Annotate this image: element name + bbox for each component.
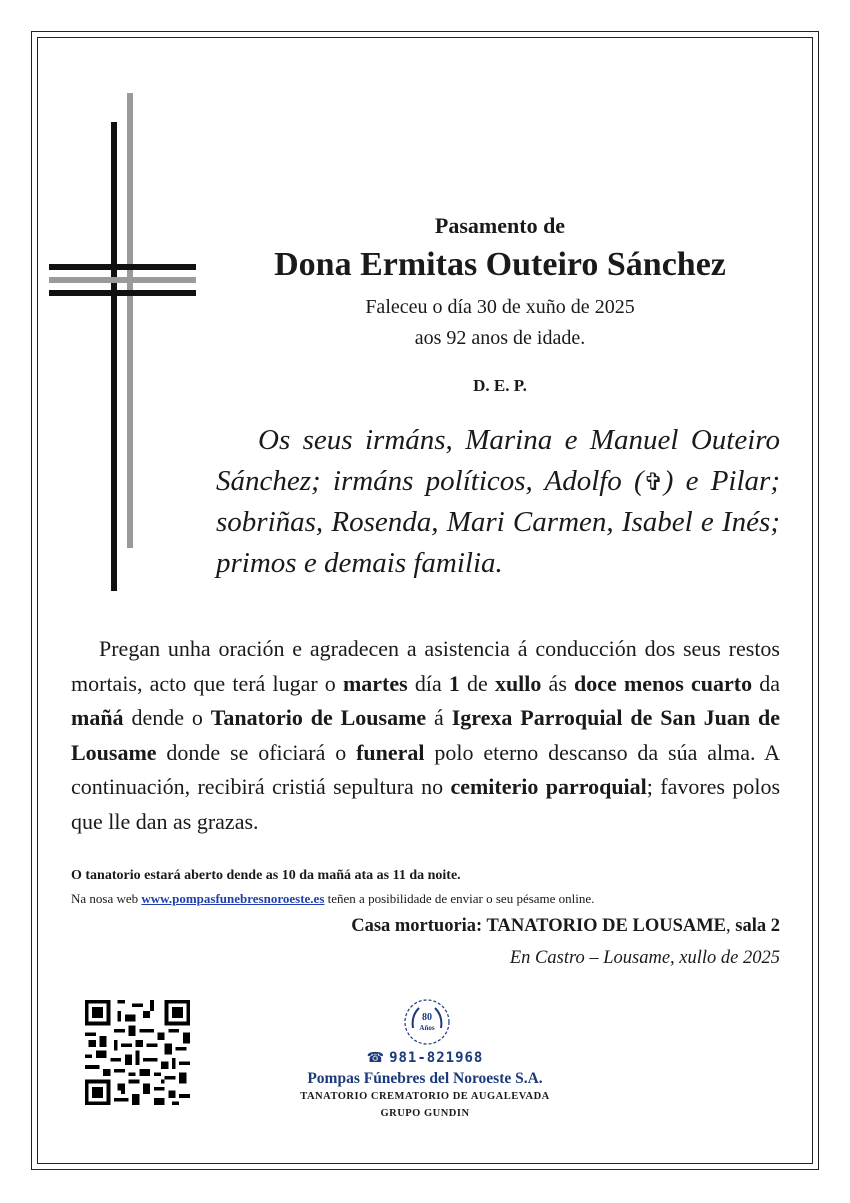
logo-number: 80 [422, 1012, 432, 1023]
age-line: aos 92 anos de idade. [414, 327, 586, 349]
body-text: á [426, 705, 452, 730]
company-name: Pompas Fúnebres del Noroeste S.A. [307, 1070, 543, 1087]
phone-line[interactable] [300, 1050, 550, 1066]
phone-number: 981-821968 [389, 1050, 484, 1066]
cross-black-bar-top [49, 264, 196, 270]
anniversary-logo [403, 998, 451, 1046]
family-text-2: ) e Pilar; sobriñas, Rosenda, Mari Carmen, Isabel e Inés; primos e demais familia. [216, 464, 780, 579]
small-cross-icon: ✞ [643, 467, 664, 496]
body-bold: martes [342, 670, 408, 696]
qr-code-icon[interactable] [85, 1000, 190, 1105]
mortuary-room: sala 2 [735, 916, 780, 936]
family-text-1: Os seus irmáns, Marina e Manuel Outeiro Sánchez; irmáns políticos, Adolfo ( [216, 424, 780, 497]
body-bold: funeral [356, 739, 425, 765]
web-note [71, 891, 594, 907]
cross-black-bar-bottom [49, 290, 196, 296]
family-paragraph [216, 420, 780, 583]
logo-word: Años [419, 1024, 435, 1032]
death-date: Faleceu o día 30 de xuño de 2025 [365, 296, 635, 318]
body-text: ; favores polos que lle dan as grazas. [71, 774, 781, 834]
service-paragraph [71, 632, 780, 839]
body-bold: cemiterio parroquial [450, 774, 647, 799]
web-suffix: teñen a posibilidade de enviar o seu pésame online. [324, 891, 595, 906]
inner-frame [37, 37, 813, 1164]
heading: Pasamento de [434, 213, 566, 238]
body-text: da [752, 670, 780, 696]
group-name: GRUPO GUNDIN [380, 1108, 470, 1119]
body-bold: xullo [494, 670, 542, 696]
cross-gray-vertical [127, 93, 133, 548]
mortuary-label: Casa mortuoria: TANATORIO DE LOUSAME [351, 916, 727, 936]
crematorium-name: TANATORIO CREMATORIO DE AUGALEVADA [300, 1091, 550, 1102]
rip-line: D. E. P. [473, 376, 527, 395]
body-text: polo eterno descanso da súa alma. A continuación, recibirá cristiá sepultura no [71, 739, 780, 799]
deceased-name: Dona Ermitas Outeiro Sánchez [274, 246, 726, 283]
cross-gray-bar [49, 277, 196, 283]
body-bold: Igrexa Parroquial de San Juan de Lousame [71, 705, 781, 765]
body-text: día [407, 670, 449, 696]
cross-black-vertical [111, 122, 117, 591]
body-text: dende o [123, 705, 211, 730]
body-text: de [459, 670, 495, 696]
web-prefix: Na nosa web [71, 891, 142, 906]
opening-hours: O tanatorio estará aberto dende as 10 da mañá ata as 11 da noite. [71, 868, 461, 883]
mortuary-line [71, 916, 780, 937]
body-text: donde se oficiará o [156, 739, 357, 765]
mortuary-sep: , [726, 916, 736, 936]
body-text: ás [541, 670, 575, 696]
body-bold: doce menos cuarto [574, 670, 753, 696]
body-text: Pregan unha oración e agradecen a asistencia á conducción dos seus restos mortais, acto que terá lugar o [71, 636, 780, 696]
phone-icon: ☎ [366, 1050, 386, 1066]
website-link[interactable]: www.pompasfunebresnoroeste.es [141, 891, 325, 906]
body-bold: mañá [71, 705, 124, 730]
place-date: En Castro – Lousame, xullo de 2025 [509, 948, 780, 968]
body-bold: Tanatorio de Lousame [210, 705, 427, 730]
body-bold: 1 [448, 670, 460, 696]
